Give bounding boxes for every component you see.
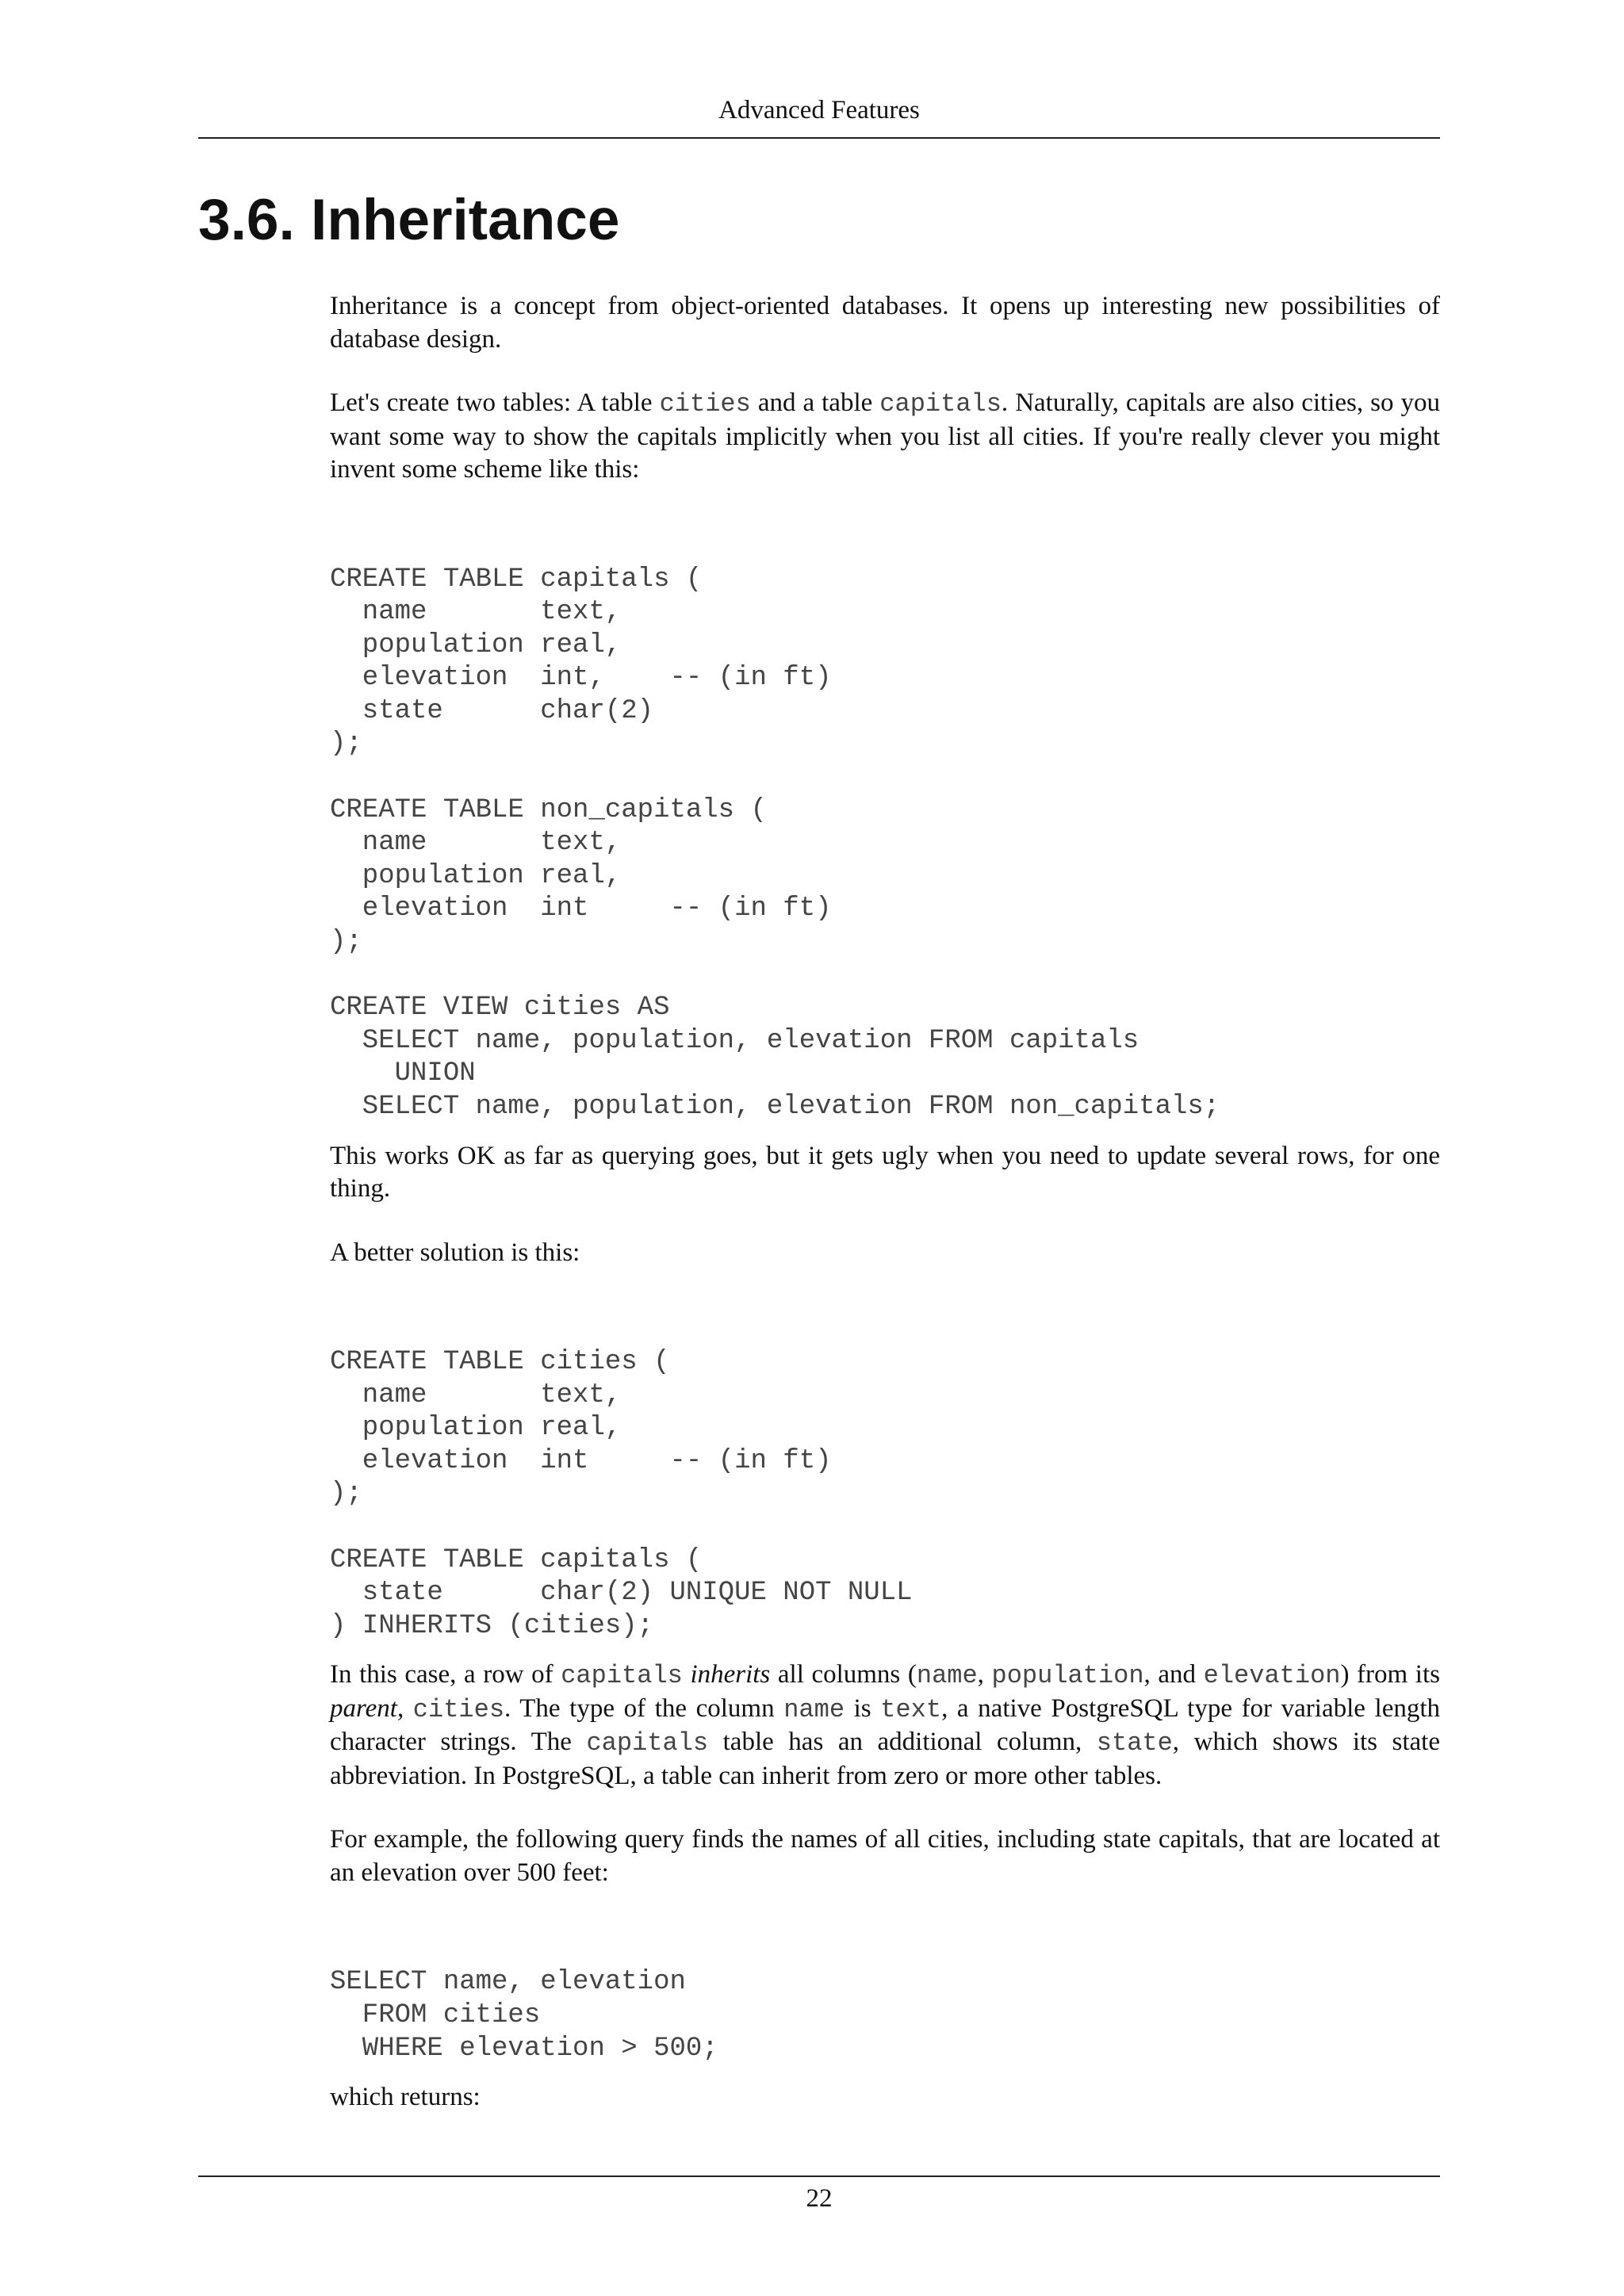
inline-code-cities: cities [659,389,751,419]
inline-code-capitals: capitals [586,1728,709,1758]
intro-paragraph: Inheritance is a concept from object-oriented databases. It opens up interesting new possibilities of database design. [330,292,1440,354]
text-run: , [977,1660,992,1689]
text-run: , which shows its state abbreviation. In PostgreSQL, a table can inherit from zero or more other tables. [330,1728,1441,1790]
text-run: all columns ( [770,1660,917,1689]
inline-code-text: text [880,1694,942,1724]
header-rule [198,137,1440,139]
text-run: is [845,1693,881,1723]
querying-paragraph: This works OK as far as querying goes, but it gets ugly when you need to update several rows, for one thing. [330,1141,1440,1203]
inline-code-population: population [991,1661,1144,1691]
text-run: . Naturally, capitals are also cities, so you want some way to show the capitals implicitly when you list all cities. If you're really clever you might invent some scheme like this: [330,388,1440,484]
emphasis-inherits: inherits [690,1660,771,1689]
text-run: . The type of the column [504,1693,784,1723]
section-title: 3.6. Inheritance [198,188,620,252]
emphasis-parent: parent [330,1693,397,1723]
code-block-view-scheme: CREATE TABLE capitals ( name text, population real, elevation int, -- (in ft) state char(2) ); CREATE TABLE non_capitals ( name text, population real, elevation int -- (in ft) ); CREATE VIEW cities AS SELECT name, population, elevation FROM capitals UNION SELECT name, population, elevation FROM non_capitals; [330,564,1220,1122]
inline-code-name: name [783,1694,845,1724]
running-header: Advanced Features [718,96,920,124]
text-run: and a table [750,388,880,417]
inline-code-elevation: elevation [1203,1661,1341,1691]
text-run: , and [1143,1660,1204,1689]
inline-code-cities: cities [412,1694,505,1724]
code-block-select-query: SELECT name, elevation FROM cities WHERE elevation > 500; [330,1967,718,2064]
text-run: Let's create two tables: A table [330,388,660,417]
text-run: ) from its [1340,1660,1440,1689]
inline-code-capitals: capitals [561,1661,683,1691]
text-run: In this case, a row of [330,1660,561,1689]
page-number: 22 [806,2184,833,2213]
text-run: table has an additional column, [708,1728,1097,1757]
text-run: , [396,1693,413,1723]
example-query-paragraph: For example, the following query finds the names of all cities, including state capitals, that are located at an elevation over 500 feet: [330,1825,1440,1887]
text-run [683,1660,691,1689]
text-run: , a native PostgreSQL type for variable length character strings. The [330,1693,1441,1757]
inline-code-name: name [916,1661,978,1691]
tables-paragraph [330,387,1440,487]
better-solution-paragraph: A better solution is this: [330,1238,580,1267]
returns-paragraph: which returns: [330,2083,481,2112]
code-block-inherits: CREATE TABLE cities ( name text, population real, elevation int -- (in ft) ); CREATE TABLE capitals ( state char(2) UNIQUE NOT NULL ) INHERITS (cities); [330,1347,913,1641]
inline-code-capitals: capitals [879,389,1002,419]
footer-rule [198,2175,1440,2177]
inline-code-state: state [1096,1728,1173,1758]
inherits-explanation-paragraph [330,1659,1440,1793]
section-body [330,290,1440,2145]
